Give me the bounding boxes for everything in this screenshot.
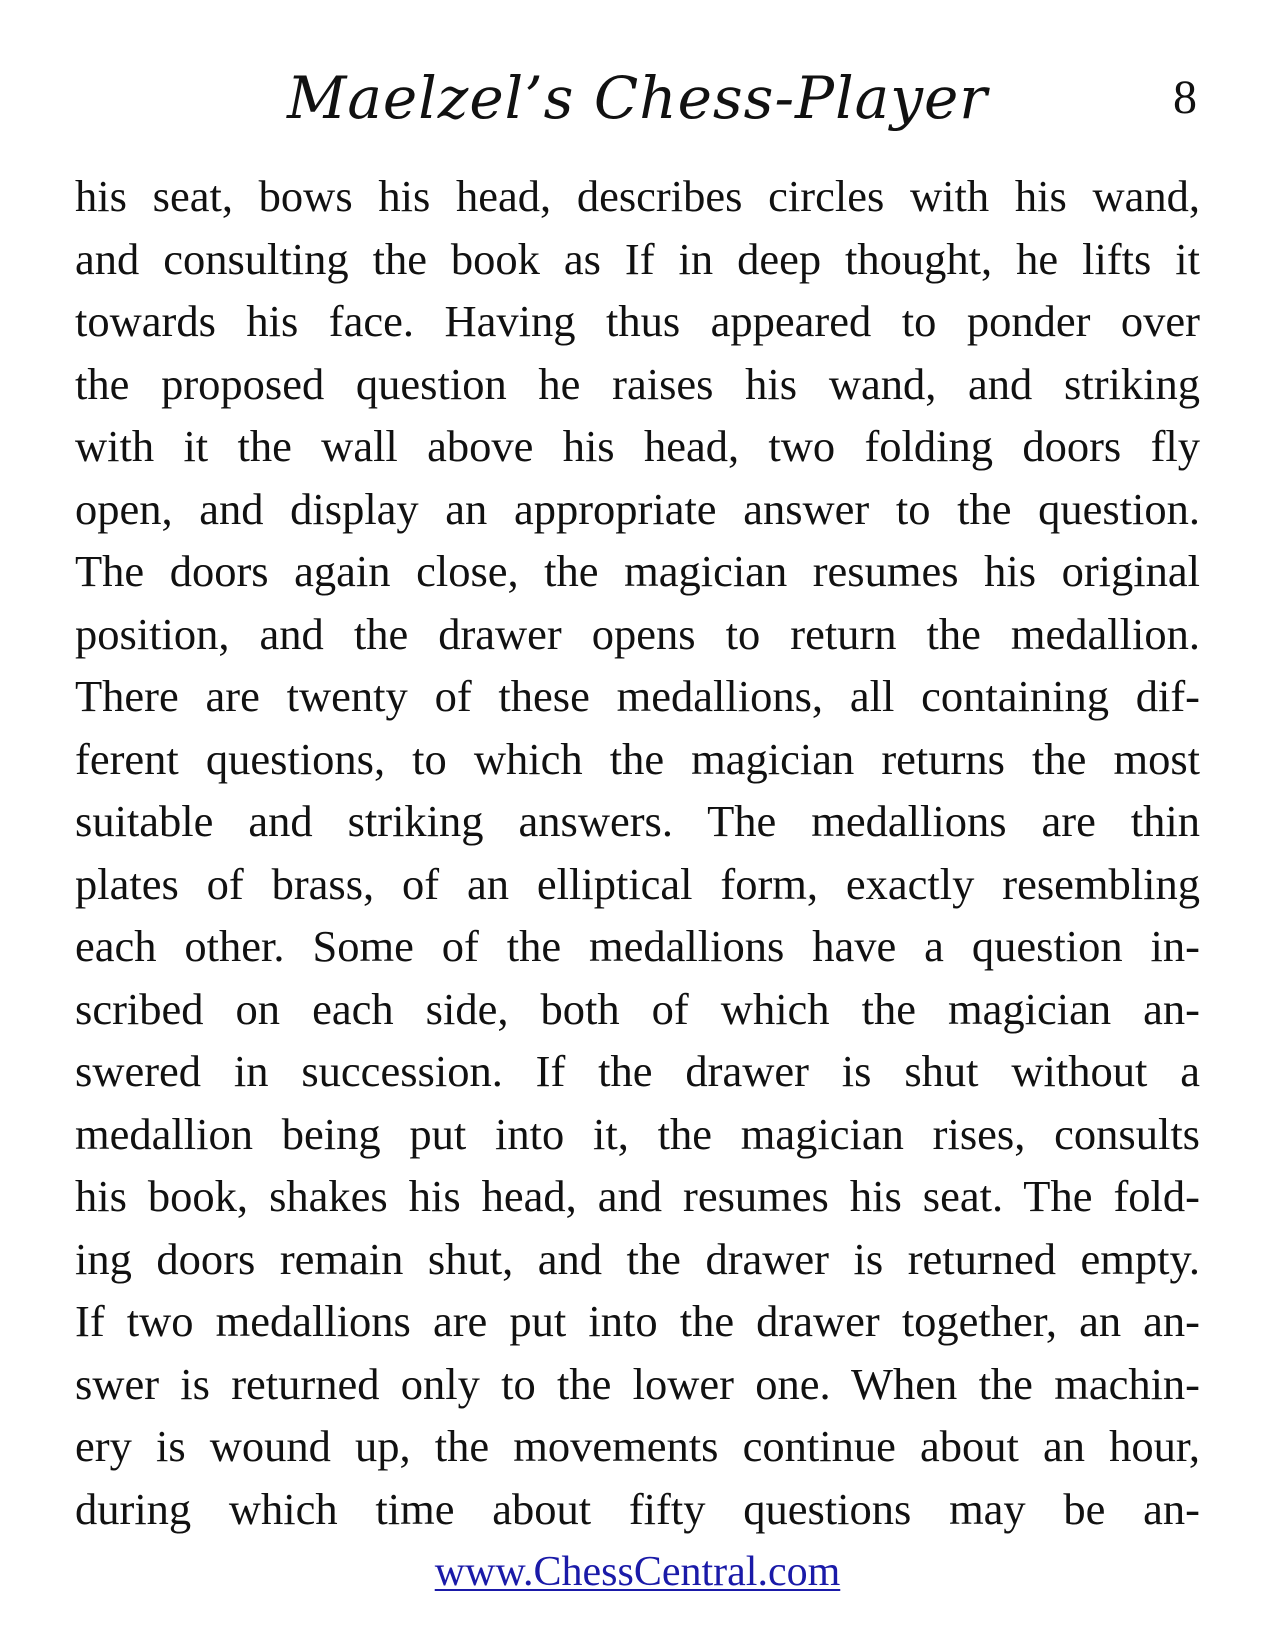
text-line: each other. Some of the medallions have a question in- <box>75 921 1200 971</box>
text-line: plates of brass, of an elliptical form, exactly resembling <box>75 858 1200 909</box>
text-line: open, and display an appropriate answer to the question. <box>75 483 1200 534</box>
text-line: If two medallions are put into the drawer together, an an- <box>75 1296 1200 1346</box>
text-line: ing doors remain shut, and the drawer is returned empty. <box>75 1233 1200 1284</box>
website-link[interactable]: www.ChessCentral.com <box>434 1549 841 1595</box>
text-line: towards his face. Having thus appeared to ponder over <box>75 296 1200 346</box>
text-line: the proposed question he raises his wand, and striking <box>75 358 1200 409</box>
text-line: The doors again close, the magician resumes his original <box>75 546 1200 596</box>
text-line: his book, shakes his head, and resumes his seat. The fold- <box>75 1171 1200 1221</box>
page-header <box>0 58 1275 138</box>
text-line: and consulting the book as If in deep thought, he lifts it <box>75 233 1200 284</box>
text-line: medallion being put into it, the magician rises, consults <box>75 1108 1200 1159</box>
text-line: swer is returned only to the lower one. When the machin- <box>75 1358 1200 1409</box>
text-line: with it the wall above his head, two folding doors fly <box>75 421 1200 471</box>
text-line: scribed on each side, both of which the magician an- <box>75 983 1200 1034</box>
text-line: his seat, bows his head, describes circles with his wand, <box>75 171 1200 221</box>
text-line: ferent questions, to which the magician returns the most <box>75 733 1200 784</box>
body-text <box>75 165 1200 1540</box>
page-title: Maelzel’s Chess-Player <box>286 64 989 132</box>
page-footer <box>0 1548 1275 1596</box>
text-line: swered in succession. If the drawer is shut without a <box>75 1046 1200 1096</box>
text-line: during which time about fifty questions may be an- <box>75 1483 1200 1534</box>
text-line: There are twenty of these medallions, all containing dif- <box>75 671 1200 721</box>
page-number: 8 <box>1173 71 1197 124</box>
text-line: position, and the drawer opens to return the medallion. <box>75 608 1200 659</box>
text-line: ery is wound up, the movements continue about an hour, <box>75 1421 1200 1471</box>
text-line: suitable and striking answers. The medallions are thin <box>75 796 1200 846</box>
